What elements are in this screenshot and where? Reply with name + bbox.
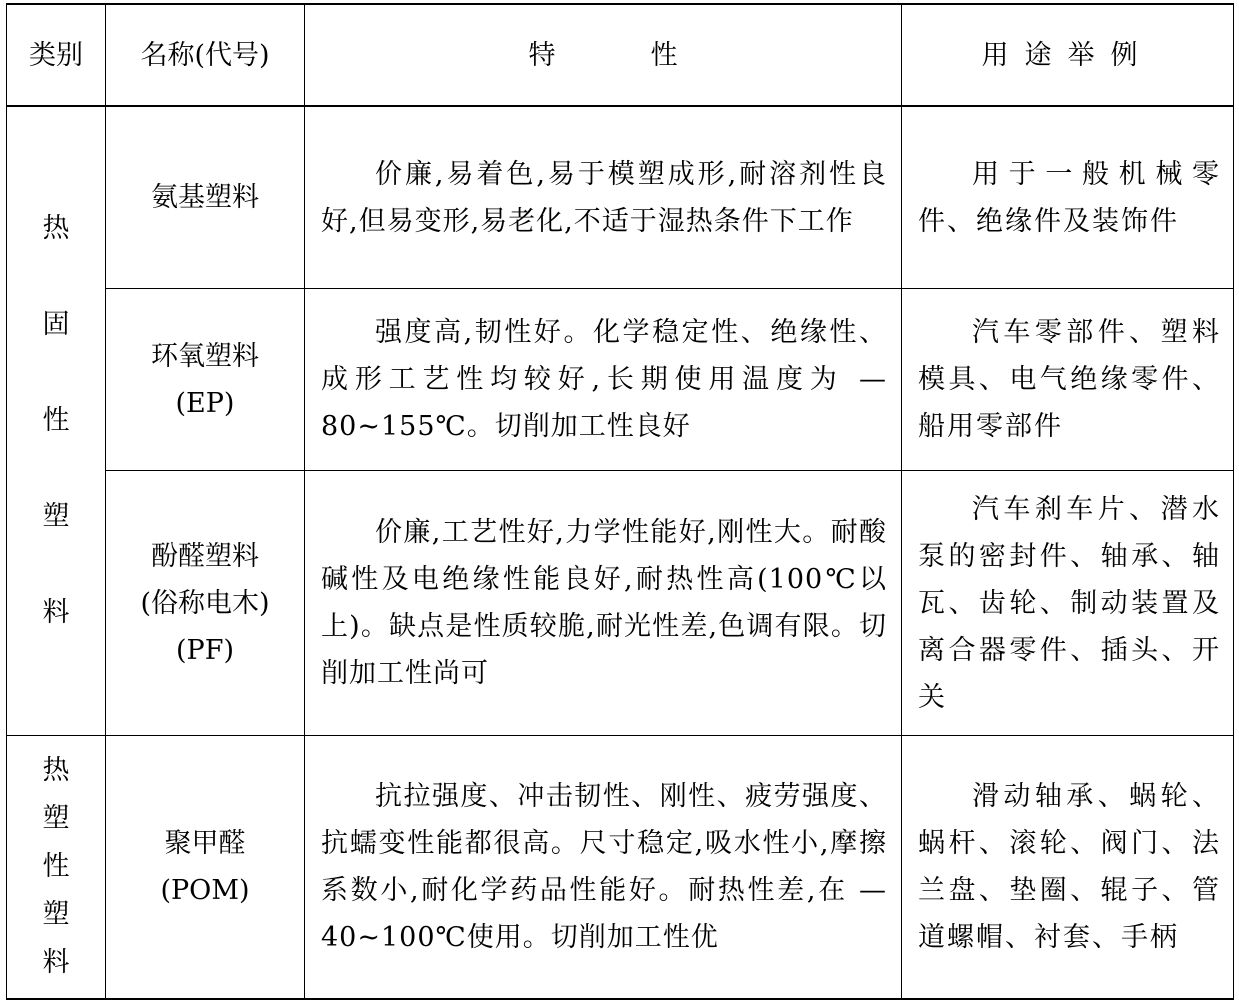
table-row	[7, 471, 1234, 736]
uses-cell: 汽车刹车片、潜水泵的密封件、轴承、轴瓦、齿轮、制动装置及离合器零件、插头、开关	[902, 471, 1234, 736]
uses-cell: 汽车零部件、塑料模具、电气绝缘零件、船用零部件	[902, 289, 1234, 471]
name-line: (POM)	[160, 875, 250, 906]
header-row	[7, 4, 1234, 106]
table-row	[7, 736, 1234, 1000]
name-line: 氨基塑料	[151, 182, 259, 213]
name-line: 聚甲醛	[164, 828, 246, 859]
category-char: 固	[42, 309, 70, 340]
name-cell	[106, 289, 305, 471]
table-row	[7, 106, 1234, 289]
category-thermoset	[7, 106, 106, 736]
header-properties	[305, 4, 902, 106]
header-name: 名称(代号)	[106, 4, 305, 106]
name-line: 酚醛塑料	[151, 540, 259, 572]
header-properties-char-2: 性	[650, 39, 678, 71]
category-char: 性	[42, 851, 70, 882]
category-char: 塑	[42, 803, 70, 834]
uses-cell: 滑动轴承、蜗轮、蜗杆、滚轮、阀门、法兰盘、垫圈、辊子、管道螺帽、衬套、手柄	[902, 736, 1234, 1000]
header-uses: 用途举例	[902, 4, 1234, 106]
name-line: (PF)	[176, 634, 234, 666]
category-char: 热	[42, 755, 70, 786]
name-cell	[106, 106, 305, 289]
name-cell	[106, 736, 305, 1000]
properties-cell: 强度高,韧性好。化学稳定性、绝缘性、成形工艺性均较好,长期使用温度为 —80~155℃。切削加工性良好	[305, 289, 902, 471]
name-line: 环氧塑料	[151, 340, 259, 372]
properties-cell: 价廉,易着色,易于模塑成形,耐溶剂性良好,但易变形,易老化,不适于湿热条件下工作	[305, 106, 902, 289]
category-char: 性	[42, 405, 70, 436]
category-char: 塑	[42, 899, 70, 930]
table-row	[7, 289, 1234, 471]
header-properties-char-1: 特	[528, 39, 556, 71]
header-category: 类别	[7, 4, 106, 106]
category-char: 料	[42, 597, 70, 628]
category-char: 热	[42, 213, 70, 244]
properties-cell: 价廉,工艺性好,力学性能好,刚性大。耐酸碱性及电绝缘性能良好,耐热性高(100℃以上)。缺点是性质较脆,耐光性差,色调有限。切削加工性尚可	[305, 471, 902, 736]
name-line: (EP)	[175, 387, 235, 419]
properties-cell: 抗拉强度、冲击韧性、刚性、疲劳强度、抗蠕变性能都很高。尺寸稳定,吸水性小,摩擦系数小,耐化学药品性能好。耐热性差,在 —40~100℃使用。切削加工性优	[305, 736, 902, 1000]
category-char: 料	[42, 947, 70, 978]
uses-cell: 用于一般机械零件、绝缘件及装饰件	[902, 106, 1234, 289]
name-line: (俗称电木)	[140, 587, 270, 619]
category-char: 塑	[42, 501, 70, 532]
plastics-table	[6, 3, 1234, 1000]
category-thermoplastic	[7, 736, 106, 1000]
name-cell	[106, 471, 305, 736]
